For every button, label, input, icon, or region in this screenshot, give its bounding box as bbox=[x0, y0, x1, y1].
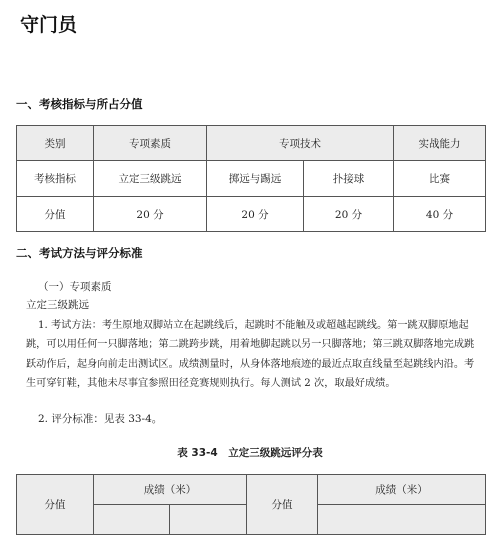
table-cell bbox=[94, 505, 170, 535]
scoring-standard-line: 2. 评分标准：见表 33-4。 bbox=[38, 413, 163, 425]
table-cell: 分值 bbox=[17, 197, 94, 232]
table-cell: 成绩（米） bbox=[94, 475, 247, 505]
table-header-row bbox=[17, 475, 486, 505]
table-header-row bbox=[17, 126, 486, 161]
subsection-heading: （一）专项素质 bbox=[38, 281, 112, 293]
table-cell: 20 分 bbox=[94, 197, 207, 232]
table-caption: 表 33-4 立定三级跳远评分表 bbox=[177, 447, 323, 459]
section-heading-assessment: 一、考核指标与所占分值 bbox=[16, 97, 143, 111]
table-cell: 40 分 bbox=[394, 197, 486, 232]
table-cell bbox=[318, 505, 486, 535]
page-title: 守门员 bbox=[20, 14, 78, 36]
table-cell: 分值 bbox=[247, 475, 318, 535]
table-cell: 20 分 bbox=[304, 197, 394, 232]
method-paragraph: 1. 考试方法：考生原地双脚站立在起跳线后，起跳时不能触及或超越起跳线。第一跳双脚原地起跳，可以用任何一只脚落地；第二跳跨步跳，用着地脚起跳以另一只脚落地；第三跳双脚落地完成跳跃动作后，起身向前走出测试区。成绩测量时，从身体落地痕迹的最近点取直线量至起跳线内沿。考生可穿钉鞋，其他未尽事宜参照田径竞赛规则执行。每人测试 2 次，取最好成绩。 bbox=[26, 320, 475, 389]
table-cell: 分值 bbox=[17, 475, 94, 535]
score-table bbox=[16, 474, 486, 535]
table-row bbox=[17, 161, 486, 197]
assessment-table bbox=[16, 125, 486, 232]
table-cell: 考核指标 bbox=[17, 161, 94, 197]
table-row bbox=[17, 197, 486, 232]
table-cell: 比赛 bbox=[394, 161, 486, 197]
table-cell: 立定三级跳远 bbox=[94, 161, 207, 197]
item-name: 立定三级跳远 bbox=[26, 299, 89, 311]
section-heading-methods: 二、考试方法与评分标准 bbox=[16, 246, 143, 260]
table-cell: 类别 bbox=[17, 126, 94, 161]
table-cell bbox=[170, 505, 247, 535]
table-cell: 实战能力 bbox=[394, 126, 486, 161]
table-cell: 专项技术 bbox=[207, 126, 394, 161]
table-cell: 掷远与踢远 bbox=[207, 161, 304, 197]
table-cell: 扑接球 bbox=[304, 161, 394, 197]
table-cell: 专项素质 bbox=[94, 126, 207, 161]
table-cell: 20 分 bbox=[207, 197, 304, 232]
table-cell: 成绩（米） bbox=[318, 475, 486, 505]
